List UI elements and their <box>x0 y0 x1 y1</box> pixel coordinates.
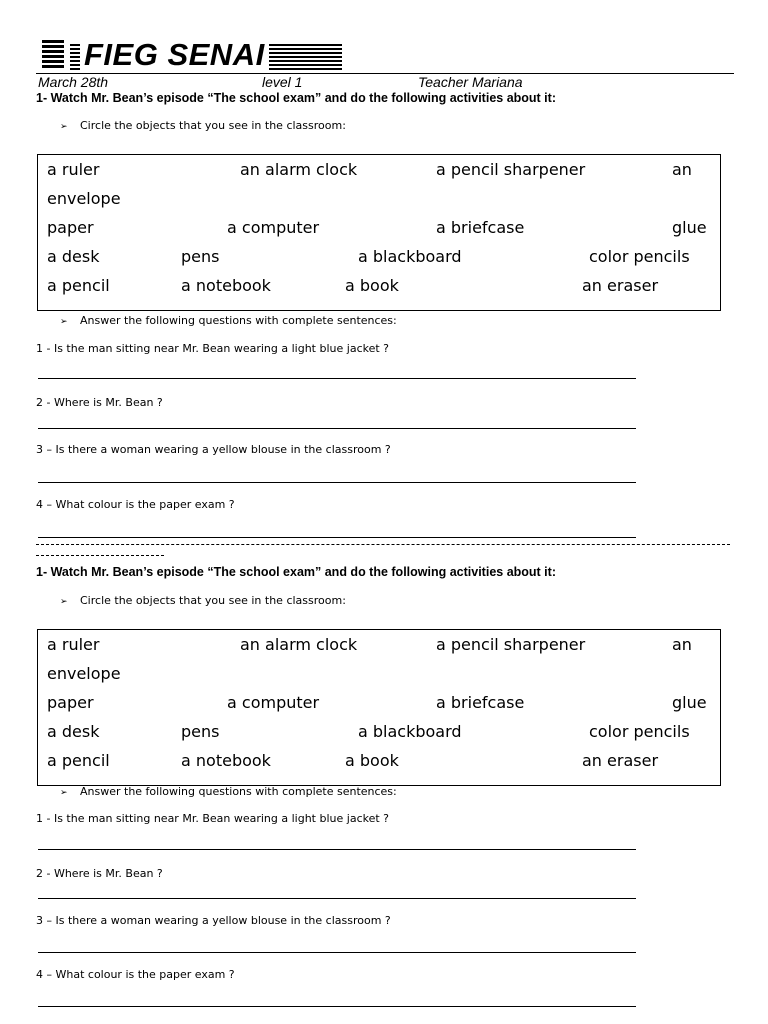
header-teacher: Teacher Mariana <box>418 74 523 90</box>
word-an-eraser[interactable]: an eraser <box>582 751 659 770</box>
question-3: 3 – Is there a woman wearing a yellow blouse in the classroom ? <box>36 443 391 456</box>
word-envelope[interactable]: envelope <box>47 189 121 208</box>
logo-text: FIEG SENAI <box>80 38 269 72</box>
circle-prompt-text: Circle the objects that you see in the classroom: <box>80 119 346 132</box>
circle-prompt <box>60 119 346 132</box>
answer-prompt <box>60 314 397 327</box>
question-3: 3 – Is there a woman wearing a yellow blouse in the classroom ? <box>36 914 391 927</box>
word-a-pencil-sharpener[interactable]: a pencil sharpener <box>436 635 586 654</box>
word-an-alarm-clock[interactable]: an alarm clock <box>240 160 358 179</box>
answer-line-1[interactable] <box>38 378 636 379</box>
answer-prompt-text: Answer the following questions with complete sentences: <box>80 785 397 798</box>
word-an[interactable]: an <box>672 160 692 179</box>
word-an-eraser[interactable]: an eraser <box>582 276 659 295</box>
word-a-notebook[interactable]: a notebook <box>181 276 271 295</box>
answer-prompt <box>60 785 397 798</box>
question-4: 4 – What colour is the paper exam ? <box>36 498 235 511</box>
word-a-pencil-sharpener[interactable]: a pencil sharpener <box>436 160 586 179</box>
answer-line-3[interactable] <box>38 482 636 483</box>
answer-line-2[interactable] <box>38 898 636 899</box>
arrow-bullet-icon: ➢ <box>60 122 68 132</box>
word-a-book[interactable]: a book <box>345 276 399 295</box>
arrow-bullet-icon: ➢ <box>60 317 68 327</box>
answer-prompt-text: Answer the following questions with complete sentences: <box>80 314 397 327</box>
word-a-desk[interactable]: a desk <box>47 247 100 266</box>
word-color-pencils[interactable]: color pencils <box>589 722 690 741</box>
word-a-briefcase[interactable]: a briefcase <box>436 218 525 237</box>
word-a-briefcase[interactable]: a briefcase <box>436 693 525 712</box>
arrow-bullet-icon: ➢ <box>60 788 68 798</box>
word-color-pencils[interactable]: color pencils <box>589 247 690 266</box>
answer-line-4[interactable] <box>38 537 636 538</box>
word-a-notebook[interactable]: a notebook <box>181 751 271 770</box>
word-pens[interactable]: pens <box>181 247 220 266</box>
header-rule <box>36 73 734 74</box>
question-4: 4 – What colour is the paper exam ? <box>36 968 235 981</box>
word-a-ruler[interactable]: a ruler <box>47 160 100 179</box>
word-paper[interactable]: paper <box>47 693 94 712</box>
emblem-icon <box>42 40 64 72</box>
word-an-alarm-clock[interactable]: an alarm clock <box>240 635 358 654</box>
cut-line <box>36 544 730 545</box>
word-a-pencil[interactable]: a pencil <box>47 751 110 770</box>
word-a-ruler[interactable]: a ruler <box>47 635 100 654</box>
answer-line-3[interactable] <box>38 952 636 953</box>
word-a-pencil[interactable]: a pencil <box>47 276 110 295</box>
word-paper[interactable]: paper <box>47 218 94 237</box>
circle-prompt <box>60 594 346 607</box>
word-a-computer[interactable]: a computer <box>227 218 320 237</box>
question-1: 1 - Is the man sitting near Mr. Bean wearing a light blue jacket ? <box>36 812 390 825</box>
activity-instruction: 1- Watch Mr. Bean’s episode “The school exam” and do the following activities about it: <box>36 91 556 105</box>
word-a-blackboard[interactable]: a blackboard <box>358 722 462 741</box>
objects-word-box <box>37 629 721 786</box>
answer-line-1[interactable] <box>38 849 636 850</box>
answer-line-4[interactable] <box>38 1006 636 1007</box>
word-a-book[interactable]: a book <box>345 751 399 770</box>
word-pens[interactable]: pens <box>181 722 220 741</box>
word-a-desk[interactable]: a desk <box>47 722 100 741</box>
question-2: 2 - Where is Mr. Bean ? <box>36 396 163 409</box>
arrow-bullet-icon: ➢ <box>60 597 68 607</box>
fieg-senai-logo <box>42 37 342 72</box>
word-glue[interactable]: glue <box>672 218 707 237</box>
word-a-blackboard[interactable]: a blackboard <box>358 247 462 266</box>
activity-instruction: 1- Watch Mr. Bean’s episode “The school exam” and do the following activities about it: <box>36 565 556 579</box>
question-2: 2 - Where is Mr. Bean ? <box>36 867 163 880</box>
question-1: 1 - Is the man sitting near Mr. Bean wearing a light blue jacket ? <box>36 342 390 355</box>
cut-line-continuation <box>36 555 164 556</box>
header-level: level 1 <box>262 74 303 90</box>
header-date: March 28th <box>38 74 109 90</box>
word-an[interactable]: an <box>672 635 692 654</box>
word-a-computer[interactable]: a computer <box>227 693 320 712</box>
objects-word-box <box>37 154 721 311</box>
answer-line-2[interactable] <box>38 428 636 429</box>
word-envelope[interactable]: envelope <box>47 664 121 683</box>
word-glue[interactable]: glue <box>672 693 707 712</box>
circle-prompt-text: Circle the objects that you see in the classroom: <box>80 594 346 607</box>
